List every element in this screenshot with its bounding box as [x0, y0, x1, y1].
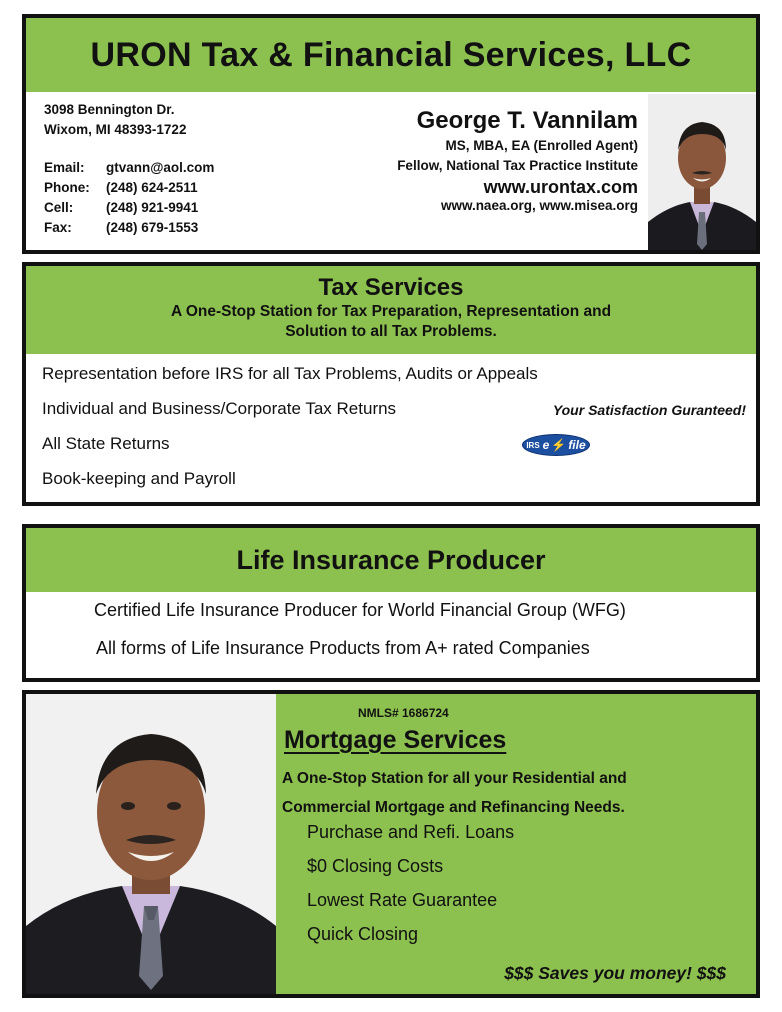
nmls-number: NMLS# 1686724 — [358, 706, 449, 720]
agent-portrait-icon — [26, 694, 276, 994]
contact-fax — [44, 218, 214, 238]
website-link[interactable]: www.urontax.com — [483, 177, 638, 197]
mortgage-desc-2: Commercial Mortgage and Refinancing Needs. — [282, 799, 625, 816]
contact-list — [44, 158, 214, 238]
life-insurance-panel — [22, 524, 760, 682]
list-item: Quick Closing — [307, 924, 419, 944]
efile-irs-text: IRS — [526, 440, 540, 450]
email-link[interactable]: gtvann@aol.com — [106, 160, 215, 175]
life-banner — [26, 528, 756, 592]
mortgage-description — [282, 764, 627, 822]
agent-photo-large — [26, 694, 276, 994]
contact-email — [44, 158, 214, 178]
lightning-icon: ⚡ — [551, 438, 567, 452]
tax-title: Tax Services — [318, 274, 464, 301]
mortgage-service-list — [307, 822, 514, 958]
list-item: Representation before IRS for all Tax Problems, Audits or Appeals — [42, 364, 538, 383]
phone-value: (248) 624-2511 — [106, 180, 198, 195]
list-item: $0 Closing Costs — [307, 856, 444, 876]
cell-value: (248) 921-9941 — [106, 200, 199, 215]
agent-fellowship: Fellow, National Tax Practice Institute — [397, 158, 638, 173]
address-line2: Wixom, MI 48393-1722 — [44, 122, 187, 137]
contact-label: Fax: — [44, 220, 72, 235]
contact-phone — [44, 178, 214, 198]
mortgage-desc-1: A One-Stop Station for all your Residential and — [282, 770, 627, 787]
contact-cell — [44, 198, 214, 218]
contact-label: Phone: — [44, 180, 90, 195]
contact-label: Email: — [44, 160, 85, 175]
list-item: Lowest Rate Guarantee — [307, 890, 498, 910]
other-sites-link[interactable]: www.naea.org, www.misea.org — [440, 198, 638, 213]
list-item: All State Returns — [42, 434, 170, 453]
mortgage-title: Mortgage Services — [284, 726, 507, 754]
list-item: Individual and Business/Corporate Tax Returns — [42, 399, 397, 418]
company-banner — [26, 18, 756, 92]
irs-efile-logo — [522, 434, 590, 456]
agent-info — [397, 106, 638, 214]
list-item: Book-keeping and Payroll — [42, 469, 236, 488]
address-line1: 3098 Bennington Dr. — [44, 102, 175, 117]
agent-portrait-icon — [648, 94, 756, 254]
list-item: Purchase and Refi. Loans — [307, 822, 515, 842]
satisfaction-guarantee: Your Satisfaction Guranteed! — [552, 402, 746, 418]
life-line-2: All forms of Life Insurance Products from A+ rated Companies — [96, 638, 590, 658]
header-panel — [22, 14, 760, 254]
tax-subtitle-1: A One-Stop Station for Tax Preparation, Representation and — [170, 303, 612, 320]
address — [44, 100, 186, 140]
fax-value: (248) 679-1553 — [106, 220, 199, 235]
efile-text: file — [568, 438, 586, 452]
tax-subtitle-2: Solution to all Tax Problems. — [285, 323, 497, 340]
company-name: URON Tax & Financial Services, LLC — [90, 35, 692, 74]
life-title: Life Insurance Producer — [236, 544, 546, 575]
agent-credentials: MS, MBA, EA (Enrolled Agent) — [445, 138, 638, 153]
efile-e-text: e — [542, 438, 550, 452]
savings-tagline: $$$ Saves you money! $$$ — [504, 963, 726, 983]
agent-name: George T. Vannilam — [416, 107, 638, 134]
agent-photo-small — [648, 94, 756, 254]
tax-banner — [26, 266, 756, 354]
contact-label: Cell: — [44, 200, 74, 215]
life-line-1: Certified Life Insurance Producer for World Financial Group (WFG) — [94, 600, 626, 620]
tax-service-list — [42, 364, 538, 504]
tax-services-panel — [22, 262, 760, 506]
mortgage-panel — [22, 690, 760, 998]
